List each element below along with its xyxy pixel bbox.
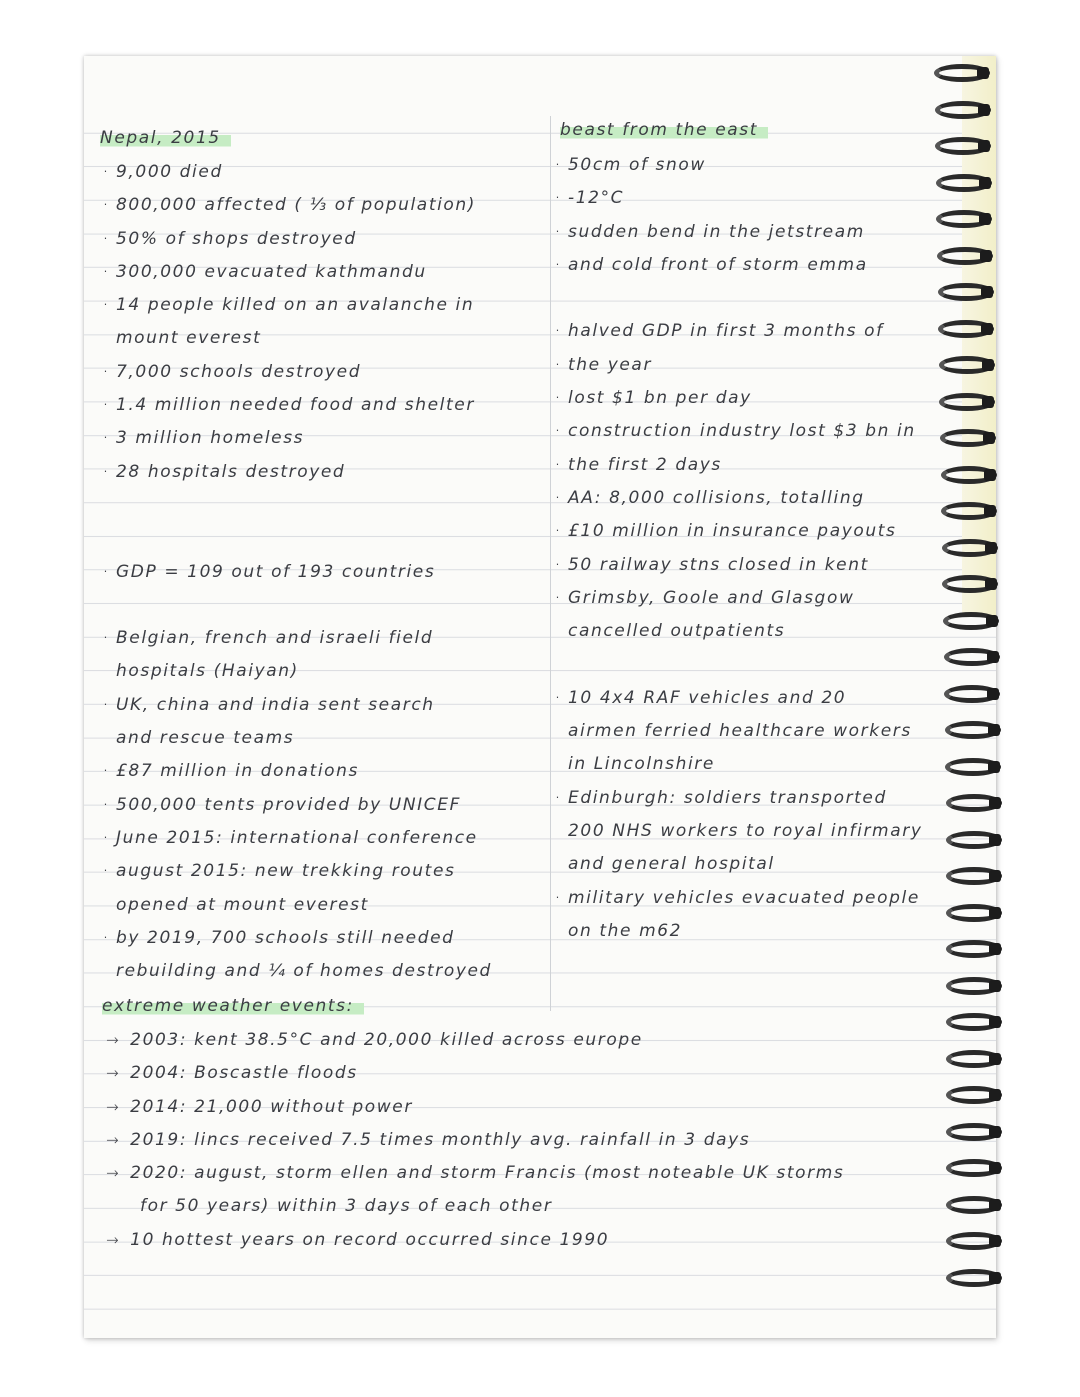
binding-ring xyxy=(935,137,991,155)
binding-ring xyxy=(946,1196,1002,1214)
note-line xyxy=(568,282,948,315)
note-text: 7,000 schools destroyed xyxy=(116,361,362,382)
event-line xyxy=(106,1124,986,1157)
binding-ring xyxy=(944,685,1000,703)
binding-ring xyxy=(942,575,998,593)
binding-ring xyxy=(946,1086,1002,1104)
extreme-weather-list xyxy=(106,1024,986,1257)
note-text: cancelled outpatients xyxy=(568,621,786,642)
note-text: opened at mount everest xyxy=(116,894,369,915)
note-line xyxy=(568,482,948,515)
note-line xyxy=(116,556,536,589)
note-line xyxy=(116,889,536,922)
note-text: 10 hottest years on record occurred since 1990 xyxy=(130,1229,610,1250)
binding-ring xyxy=(945,758,1001,776)
binding-ring xyxy=(937,247,993,265)
note-line xyxy=(568,648,948,681)
note-text: sudden bend in the jetstream xyxy=(568,221,865,242)
binding-ring xyxy=(946,1159,1002,1177)
binding-ring xyxy=(944,648,1000,666)
arrow-icon: → xyxy=(106,1164,121,1183)
note-line xyxy=(568,549,948,582)
binding-ring xyxy=(945,721,1001,739)
note-text: 3 million homeless xyxy=(116,428,305,449)
note-text: UK, china and india sent search xyxy=(116,694,435,715)
note-text: rebuilding and ¼ of homes destroyed xyxy=(116,961,492,982)
note-text: for 50 years) within 3 days of each other xyxy=(140,1196,553,1217)
page-top-margin xyxy=(84,56,996,100)
note-line xyxy=(116,522,536,555)
note-line xyxy=(568,515,948,548)
binding-ring xyxy=(946,1013,1002,1031)
note-line xyxy=(116,789,536,822)
binding-ring xyxy=(938,320,994,338)
note-text: 1.4 million needed food and shelter xyxy=(116,395,475,416)
note-line xyxy=(568,815,948,848)
note-text: and general hospital xyxy=(568,854,775,875)
note-text: -12°C xyxy=(568,188,625,209)
note-text: lost $1 bn per day xyxy=(568,388,752,409)
note-line xyxy=(568,582,948,615)
note-text: 2014: 21,000 without power xyxy=(130,1096,413,1117)
note-line xyxy=(116,256,536,289)
note-text: 50 railway stns closed in kent xyxy=(568,554,869,575)
note-line xyxy=(116,955,536,988)
binding-ring xyxy=(946,977,1002,995)
arrow-icon: → xyxy=(106,1031,121,1049)
binding-ring xyxy=(946,1269,1002,1287)
note-text: by 2019, 700 schools still needed xyxy=(116,927,455,948)
right-column-notes xyxy=(568,149,948,948)
binding-ring xyxy=(934,64,990,82)
note-line xyxy=(568,182,948,215)
binding-ring xyxy=(946,867,1002,885)
binding-ring xyxy=(946,794,1002,812)
binding-ring xyxy=(943,612,999,630)
note-line xyxy=(116,322,536,355)
note-line xyxy=(116,755,536,788)
binding-ring xyxy=(946,1232,1002,1250)
note-text: 300,000 evacuated kathmandu xyxy=(116,261,427,282)
note-text: 800,000 affected ( ⅓ of population) xyxy=(116,195,477,216)
note-text: the first 2 days xyxy=(568,454,722,475)
note-text: 50cm of snow xyxy=(568,155,706,175)
column-divider xyxy=(550,116,551,1011)
note-text: the year xyxy=(568,354,653,375)
arrow-icon: → xyxy=(106,1097,121,1116)
note-line xyxy=(568,315,948,348)
binding-ring xyxy=(939,356,995,374)
note-line xyxy=(116,156,536,189)
note-text: 2020: august, storm ellen and storm Francis (most noteable UK storms xyxy=(130,1163,845,1184)
note-line xyxy=(116,389,536,422)
event-line xyxy=(106,1091,986,1124)
binding-ring xyxy=(935,101,991,119)
note-line xyxy=(116,422,536,455)
binding-ring xyxy=(946,1123,1002,1141)
note-text: on the m62 xyxy=(568,920,683,941)
note-line xyxy=(568,615,948,648)
note-text: and cold front of storm emma xyxy=(568,254,868,275)
binding-ring xyxy=(942,539,998,557)
note-line xyxy=(568,449,948,482)
note-line xyxy=(568,382,948,415)
binding-ring xyxy=(936,174,992,192)
spiral-binding xyxy=(930,64,1000,1314)
note-text: in Lincolnshire xyxy=(568,754,715,775)
binding-ring xyxy=(946,904,1002,922)
note-line xyxy=(116,489,536,522)
note-line xyxy=(568,715,948,748)
note-line xyxy=(568,415,948,448)
note-line xyxy=(116,456,536,489)
note-line xyxy=(568,848,948,881)
binding-ring xyxy=(938,283,994,301)
note-line xyxy=(568,349,948,382)
note-line xyxy=(116,822,536,855)
note-line xyxy=(116,622,536,655)
note-text: Edinburgh: soldiers transported xyxy=(568,787,887,808)
note-line xyxy=(568,748,948,781)
binding-ring xyxy=(941,502,997,520)
note-text: 9,000 died xyxy=(116,162,223,182)
note-text: 28 hospitals destroyed xyxy=(116,461,346,482)
note-line xyxy=(568,782,948,815)
arrow-icon: → xyxy=(106,1064,121,1083)
note-line xyxy=(116,689,536,722)
note-line xyxy=(116,189,536,222)
note-text: GDP = 109 out of 193 countries xyxy=(116,561,436,582)
note-line xyxy=(116,589,536,622)
notebook-page xyxy=(84,56,996,1338)
note-line xyxy=(116,655,536,688)
note-text: Grimsby, Goole and Glasgow xyxy=(568,587,855,608)
event-line xyxy=(106,1190,986,1223)
binding-ring xyxy=(941,466,997,484)
note-text: £87 million in donations xyxy=(116,761,359,782)
note-text: 14 people killed on an avalanche in xyxy=(116,295,475,316)
note-text: AA: 8,000 collisions, totalling xyxy=(568,487,865,508)
note-line xyxy=(116,922,536,955)
note-text: 10 4x4 RAF vehicles and 20 xyxy=(568,687,847,708)
note-text: £10 million in insurance payouts xyxy=(568,521,897,542)
note-line xyxy=(568,149,948,182)
note-text: 2004: Boscastle floods xyxy=(130,1063,358,1084)
note-line xyxy=(116,289,536,322)
note-text: hospitals (Haiyan) xyxy=(116,661,299,682)
binding-ring xyxy=(939,393,995,411)
note-text: and rescue teams xyxy=(116,728,295,749)
binding-ring xyxy=(936,210,992,228)
note-text: June 2015: international conference xyxy=(116,827,478,848)
event-line xyxy=(106,1157,986,1190)
note-line xyxy=(568,249,948,282)
note-text: 2019: lincs received 7.5 times monthly avg. rainfall in 3 days xyxy=(130,1129,751,1150)
note-line xyxy=(116,722,536,755)
note-text: airmen ferried healthcare workers xyxy=(568,721,912,742)
left-column-heading: Nepal, 2015 xyxy=(100,128,231,148)
note-text: august 2015: new trekking routes xyxy=(116,861,456,882)
right-column-heading: beast from the east xyxy=(560,120,768,140)
binding-ring xyxy=(946,940,1002,958)
note-text: 2003: kent 38.5°C and 20,000 killed across europe xyxy=(130,1030,643,1050)
note-text: halved GDP in first 3 months of xyxy=(568,321,884,342)
arrow-icon: → xyxy=(106,1230,121,1249)
note-line xyxy=(116,855,536,888)
note-text: mount everest xyxy=(116,328,262,349)
note-line xyxy=(568,682,948,715)
event-line xyxy=(106,1024,986,1057)
arrow-icon: → xyxy=(106,1130,121,1149)
note-text: military vehicles evacuated people xyxy=(568,887,920,908)
note-line xyxy=(116,356,536,389)
binding-ring xyxy=(940,429,996,447)
note-line xyxy=(568,882,948,915)
extreme-weather-heading: extreme weather events: xyxy=(102,996,364,1016)
note-text: 500,000 tents provided by UNICEF xyxy=(116,794,461,815)
binding-ring xyxy=(946,831,1002,849)
note-text: Belgian, french and israeli field xyxy=(116,628,434,649)
binding-ring xyxy=(946,1050,1002,1068)
event-line xyxy=(106,1057,986,1090)
note-text: construction industry lost $3 bn in xyxy=(568,421,916,442)
note-line xyxy=(116,223,536,256)
note-text: 50% of shops destroyed xyxy=(116,228,357,249)
left-column-notes xyxy=(116,156,536,988)
event-line xyxy=(106,1224,986,1257)
note-text: 200 NHS workers to royal infirmary xyxy=(568,820,923,841)
note-line xyxy=(568,915,948,948)
note-line xyxy=(568,216,948,249)
